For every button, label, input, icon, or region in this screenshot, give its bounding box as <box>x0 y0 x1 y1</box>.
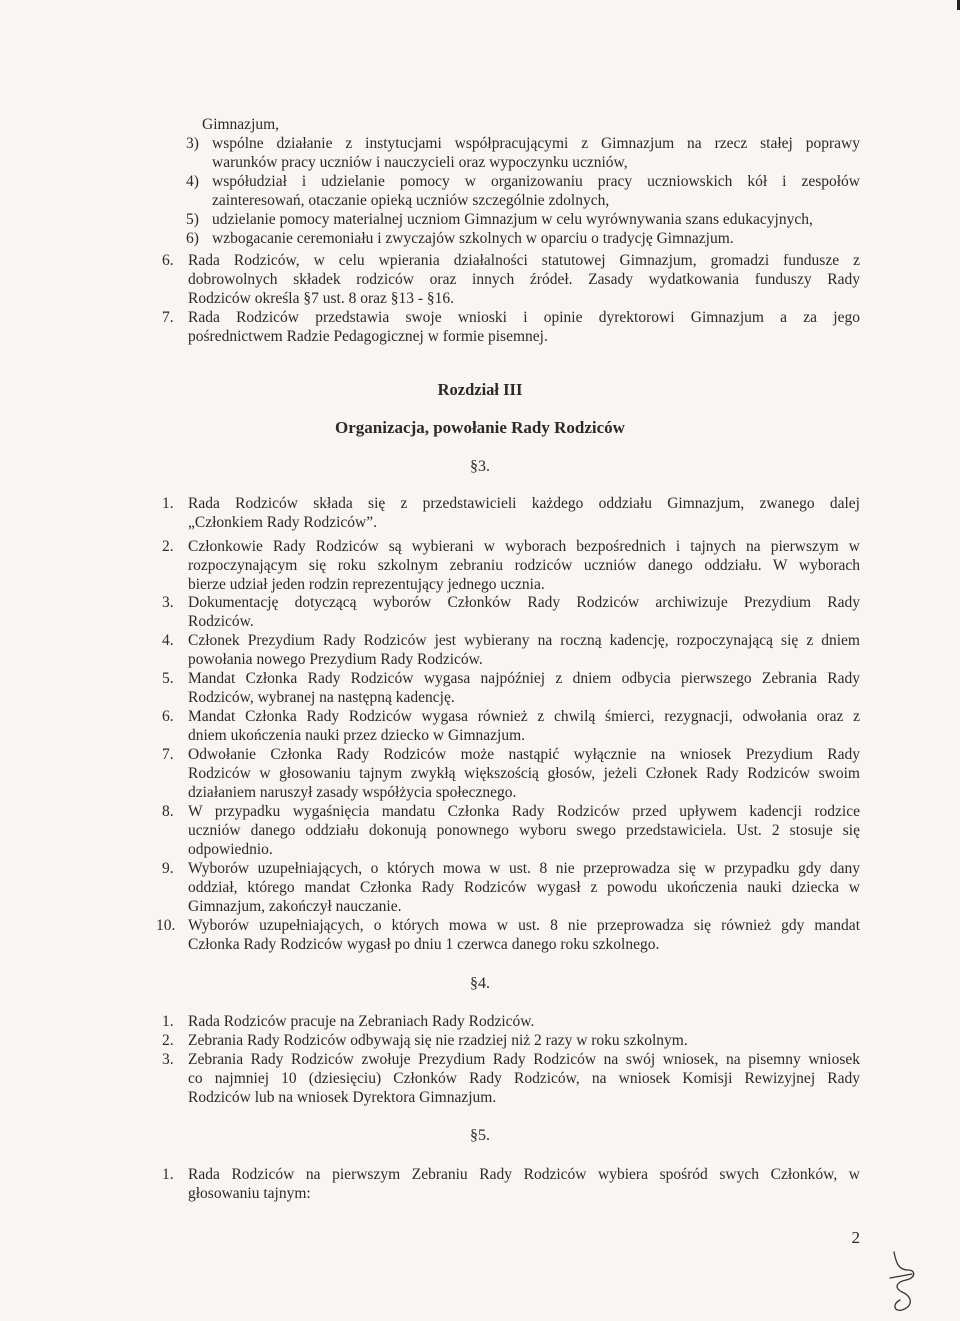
text-line: Gimnazjum, zakończył nauczanie. <box>188 898 402 915</box>
s4-paragraph-1 <box>188 1012 860 1031</box>
paragraph-number: 10. <box>156 917 176 934</box>
text-line: Rodziców, wybranej na następną kadencję. <box>188 689 455 706</box>
text-line: zainteresowań, otaczanie opieką uczniów szczególnie zdolnych, <box>212 192 610 209</box>
text-line: pośrednictwem Radzie Pedagogicznej w formie pisemnej. <box>188 328 548 345</box>
text-line: warunków pracy uczniów i nauczycieli oraz wypoczynku uczniów, <box>212 154 628 171</box>
paragraph-number: 9. <box>162 860 174 877</box>
text-line: współudział i udzielanie pomocy w organizowaniu pracy uczniowskich kół i zespołów <box>212 173 860 190</box>
paragraph-number: 5. <box>162 670 174 687</box>
chapter-title: Rozdział III <box>437 380 523 399</box>
text-line: Członka Rady Rodziców wygasł po dniu 1 czerwca danego roku szkolnego. <box>188 936 660 953</box>
text-line: Członek Prezydium Rady Rodziców jest wybierany na roczną kadencję, rozpoczynającą się z dniem <box>188 632 860 649</box>
page-number: 2 <box>851 1228 860 1247</box>
item-number: 4) <box>186 173 199 190</box>
list-item-3 <box>212 134 860 172</box>
text-line: udzielanie pomocy materialnej uczniom Gimnazjum w celu wyrównywania szans edukacyjnych, <box>212 211 813 228</box>
section-heading-5: §5. <box>470 1127 490 1144</box>
paragraph-number: 6. <box>162 708 174 725</box>
text-line: uczniów danego oddziału dokonują ponownego wyboru swego przedstawiciela. Ust. 2 stosuje się <box>188 822 860 839</box>
s3-paragraph-5 <box>188 669 860 707</box>
s3-paragraph-4 <box>188 631 860 669</box>
text-line: Wyborów uzupełniających, o których mowa w ust. 8 nie przeprowadza się również gdy mandat <box>188 917 860 934</box>
s3-paragraph-10 <box>188 916 860 954</box>
paragraph-6 <box>188 251 860 308</box>
text-line: Rada Rodziców składa się z przedstawicieli każdego oddziału Gimnazjum, zwanego dalej <box>188 495 860 512</box>
paragraph-number: 7. <box>162 309 174 326</box>
text-line: W przypadku wygaśnięcia mandatu Członka Rady Rodziców przed upływem kadencji rodzice <box>188 803 860 820</box>
s3-paragraph-8 <box>188 802 860 859</box>
paragraph-number: 3. <box>162 1051 174 1068</box>
text-line: Rada Rodziców na pierwszym Zebraniu Rady Rodziców wybiera spośród swych Członków, w <box>188 1166 860 1183</box>
paragraph-number: 1. <box>162 495 174 512</box>
s3-paragraph-6 <box>188 707 860 745</box>
chapter-subtitle: Organizacja, powołanie Rady Rodziców <box>335 418 625 437</box>
item-number: 5) <box>186 211 199 228</box>
text-line: wspólne działanie z instytucjami współpracującymi z Gimnazjum na rzecz stałej poprawy <box>212 135 860 152</box>
text-line: Rada Rodziców, w celu wpierania działalności statutowej Gimnazjum, gromadzi fundusze z <box>188 252 860 269</box>
section-heading-4: §4. <box>470 975 490 992</box>
text-line: dniem ukończenia nauki przez dziecko w Gimnazjum. <box>188 727 525 744</box>
text-line: Odwołanie Członka Rady Rodziców może nastąpić wyłącznie na wniosek Prezydium Rady <box>188 746 860 763</box>
text-line: Zebrania Rady Rodziców odbywają się nie rzadziej niż 2 razy w roku szkolnym. <box>188 1032 688 1049</box>
text-line: rozpoczynającym się roku szkolnym zebraniu rodziców uczniów danego oddziału. W wyborach <box>188 557 860 574</box>
s3-paragraph-1 <box>188 494 860 532</box>
text-line: Rodziców lub na wniosek Dyrektora Gimnazjum. <box>188 1089 497 1106</box>
text-line: Zebrania Rady Rodziców zwołuje Prezydium Rady Rodziców na swój wniosek, na pisemny wniosek <box>188 1051 860 1068</box>
handwritten-initials <box>886 1248 922 1314</box>
paragraph-number: 2. <box>162 538 174 555</box>
paragraph-number: 6. <box>162 252 174 269</box>
section-heading-3: §3. <box>470 458 490 475</box>
text-line: oddział, którego mandat Członka Rady Rodziców wygasł z powodu ukończenia nauki dziecka w <box>188 879 860 896</box>
s5-paragraph-1 <box>188 1165 860 1203</box>
item-number: 6) <box>186 230 199 247</box>
s4-paragraph-3 <box>188 1050 860 1107</box>
text-line: dobrowolnych składek rodziców oraz innych źródeł. Zasady wydatkowania funduszy Rady <box>188 271 860 288</box>
paragraph-number: 4. <box>162 632 174 649</box>
text-line: Mandat Członka Rady Rodziców wygasa również z chwilą śmierci, rezygnacji, odwołania oraz z <box>188 708 860 725</box>
s3-paragraph-7 <box>188 745 860 802</box>
text-line: wzbogacanie ceremoniału i zwyczajów szkolnych w oparciu o tradycję Gimnazjum. <box>212 230 734 247</box>
paragraph-number: 7. <box>162 746 174 763</box>
text-line: głosowaniu tajnym: <box>188 1185 311 1202</box>
paragraph-number: 1. <box>162 1166 174 1183</box>
text-line: „Członkiem Rady Rodziców”. <box>188 514 377 531</box>
text-line: powołania nowego Prezydium Rady Rodziców. <box>188 651 483 668</box>
text-line: Rada Rodziców przedstawia swoje wnioski i opinie dyrektorowi Gimnazjum a za jego <box>188 309 860 326</box>
list-item-4 <box>212 172 860 210</box>
text-line: Rada Rodziców pracuje na Zebraniach Rady Rodziców. <box>188 1013 535 1030</box>
paragraph-number: 8. <box>162 803 174 820</box>
paragraph-number: 2. <box>162 1032 174 1049</box>
text-line: Dokumentację dotyczącą wyborów Członków Rady Rodziców archiwizuje Prezydium Rady <box>188 594 860 611</box>
paragraph-number: 3. <box>162 594 174 611</box>
list-item-5 <box>212 210 862 229</box>
paragraph-7 <box>188 308 860 346</box>
text-line: bierze udział jeden rodzin reprezentujący jednego ucznia. <box>188 576 545 593</box>
s4-paragraph-2 <box>188 1031 860 1050</box>
continued-text <box>202 115 279 134</box>
paragraph-number: 1. <box>162 1013 174 1030</box>
text-line: Mandat Członka Rady Rodziców wygasa najpóźniej z dniem odbycia pierwszego Zebrania Rady <box>188 670 860 687</box>
text-line: Członkowie Rady Rodziców są wybierani w wyborach bezpośrednich i tajnych na pierwszym w <box>188 538 860 555</box>
list-item-6 <box>212 229 862 248</box>
s3-paragraph-3 <box>188 593 860 631</box>
text-line: Rodziców. <box>188 613 254 630</box>
text-line: odpowiednio. <box>188 841 273 858</box>
s3-paragraph-9 <box>188 859 860 916</box>
s3-paragraph-2 <box>188 537 860 594</box>
text-line: Rodziców w głosowaniu tajnym zwykłą większością głosów, jeżeli Członek Rady Rodziców swoim <box>188 765 860 782</box>
text-line: działaniem naruszył zasady współżycia społecznego. <box>188 784 517 801</box>
text-line: Rodziców określa §7 ust. 8 oraz §13 - §16. <box>188 290 455 307</box>
item-number: 3) <box>186 135 199 152</box>
text-line: Gimnazjum, <box>202 116 280 133</box>
text-line: co najmniej 10 (dziesięciu) Członków Rady Rodziców, na wniosek Komisji Rewizyjnej Rady <box>188 1070 860 1087</box>
text-line: Wyborów uzupełniających, o których mowa w ust. 8 nie przeprowadza się w przypadku gdy dany <box>188 860 860 877</box>
